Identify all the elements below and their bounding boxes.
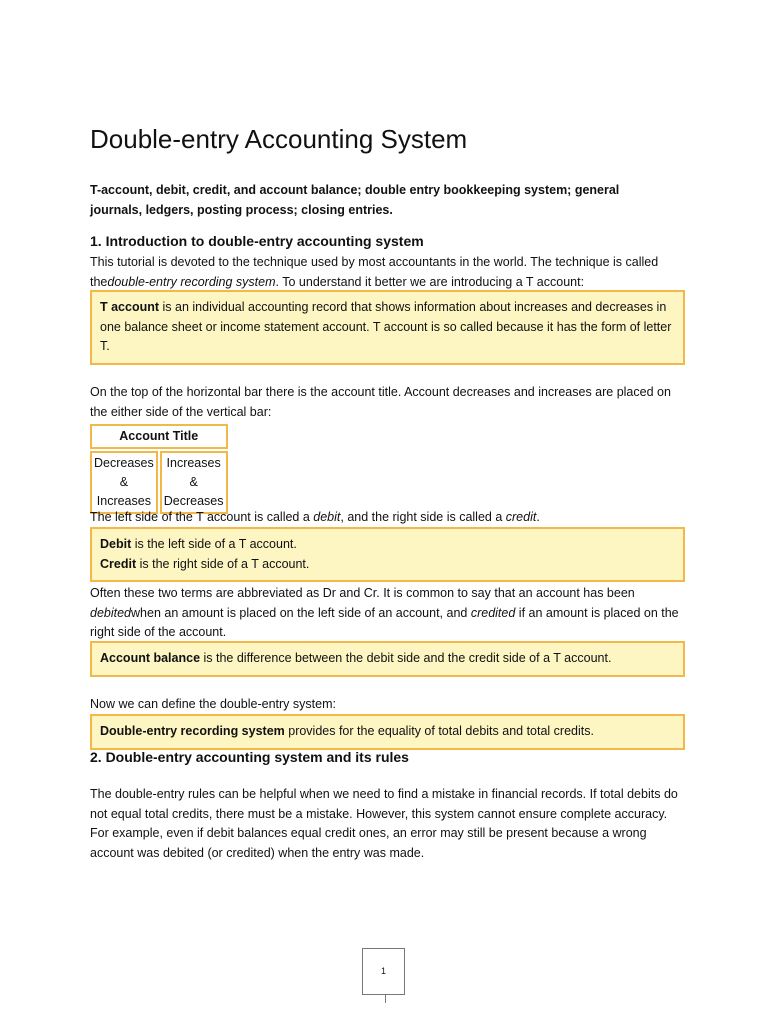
t-account-term: T account [100,300,160,314]
left-line-2: & [119,475,129,489]
page-number-tick [385,995,386,1003]
para-horizontal-bar: On the top of the horizontal bar there is the account title. Account decreases and increases are placed on the either side of the vertical bar: [90,385,671,419]
drcr-debited: debited [90,605,132,620]
double-entry-definition: provides for the equality of total debits and total credits. [284,724,594,738]
double-entry-term: Double-entry recording system [100,724,285,738]
drcr-text-c: if an amount is placed on the right side of the account. [90,605,679,639]
section1-heading: 1. Introduction to double-entry accounting system [90,233,424,249]
intro-emphasis: double-entry recording system [107,274,276,289]
definition-box-account-balance [90,641,685,677]
page-number-box: 1 [362,948,405,995]
right-line-1: Increases [166,456,221,470]
credit-term: Credit [100,556,137,571]
sides-text-b: , and the right side is called a [340,510,506,524]
definition-box-t-account [90,290,685,365]
sides-debit: debit [313,510,341,524]
left-line-3: Increases [96,494,151,508]
credit-definition: is the right side of a T account. [136,556,310,571]
debit-definition: is the left side of a T account. [131,537,297,551]
t-account-right-cell [160,451,228,514]
section1-intro [90,253,686,292]
right-line-3: Decreases [163,494,224,508]
intro-text-a: This tutorial is devoted to the technique used by most accountants in the world. The technique is called the [90,255,659,289]
account-balance-term: Account balance [100,651,201,665]
para-sides [90,508,686,528]
t-account-table [88,422,230,516]
t-account-left-cell [90,451,158,514]
drcr-credited: credited [470,605,516,620]
t-account-definition: is an individual accounting record that shows information about increases and decreases in one balance sheet or income statement account. T account is so called because it has the form of letter T. [100,300,672,353]
left-line-1: Decreases [94,456,154,470]
sides-credit: credit [505,510,537,524]
para-dr-cr [90,584,686,643]
definition-box-double-entry [90,714,685,750]
account-balance-definition: is the difference between the debit side and the credit side of a T account. [200,651,612,665]
page-title: Double-entry Accounting System [90,124,468,154]
intro-text-b: . To understand it better we are introducing a T account: [275,274,585,289]
sides-text-c: . [536,510,540,524]
right-line-2: & [189,475,198,489]
definition-box-debit-credit [90,527,685,582]
subtitle: T-account, debit, credit, and account balance; double entry bookkeeping system; general journals, ledgers, posting process; closing entries. [90,183,620,217]
drcr-text-b: when an amount is placed on the left side of an account, and [131,605,471,620]
debit-term: Debit [100,537,132,551]
drcr-text-a: Often these two terms are abbreviated as Dr and Cr. It is common to say that an account has been [90,586,635,600]
sides-text-a: The left side of the T account is called a [90,510,314,524]
section2-heading: 2. Double-entry accounting system and its rules [90,749,409,765]
t-account-title-cell: Account Title [90,424,228,449]
para-define: Now we can define the double-entry system: [90,697,336,711]
section2-paragraph: The double-entry rules can be helpful when we need to find a mistake in financial records. If total debits do not equal total credits, there must be a mistake. However, this system cannot ensure complete accuracy. For example, even if debit balances equal credit ones, an error may still be present because a wrong account was debited (or credited) when the entry was made. [90,787,678,860]
